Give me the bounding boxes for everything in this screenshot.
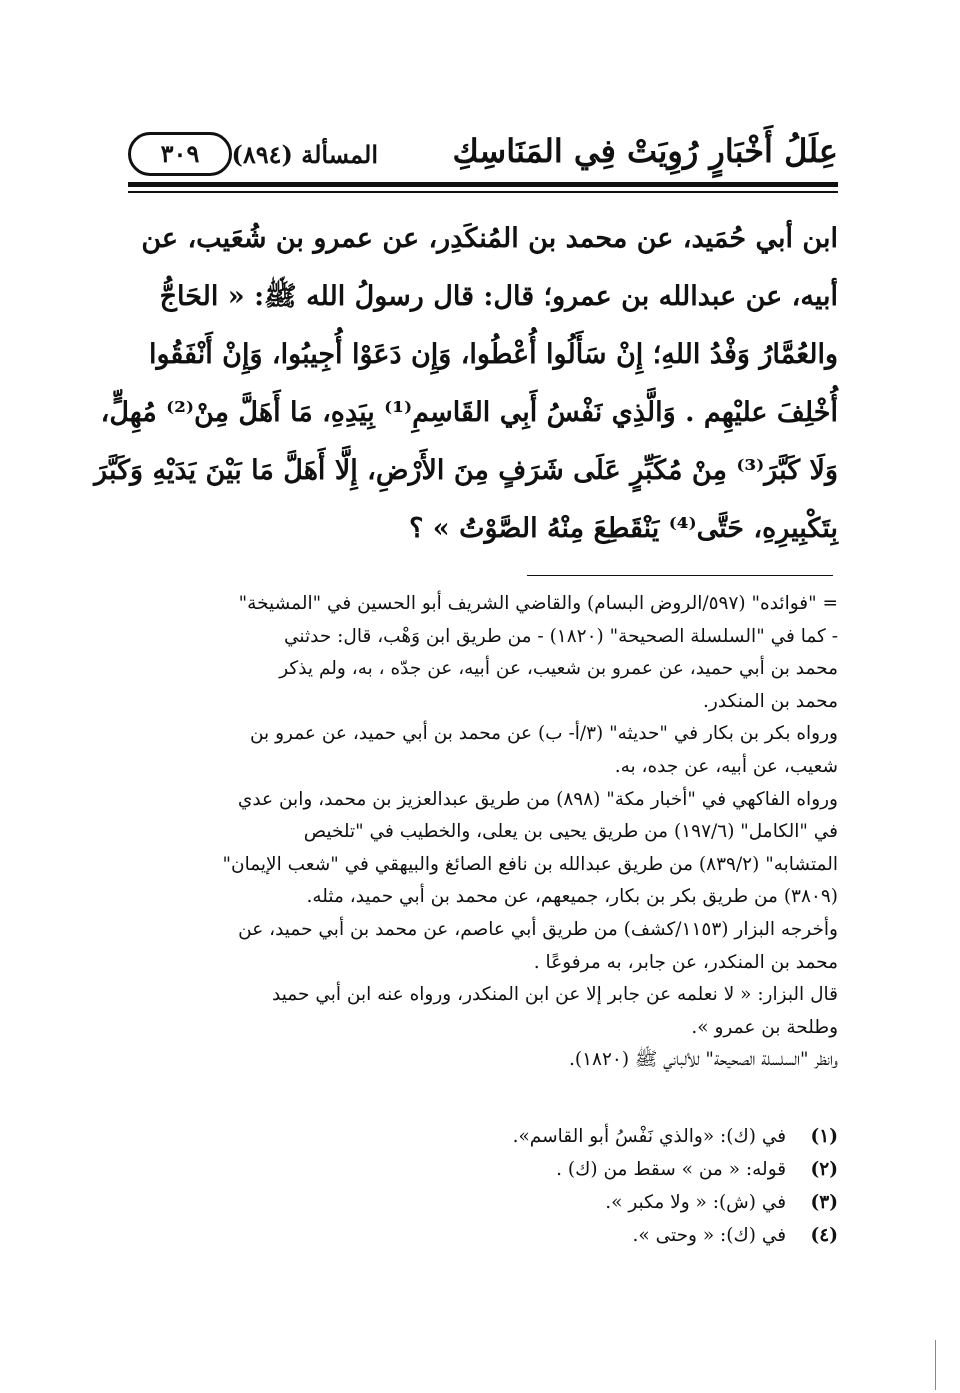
main-line: وَلَا كَبَّرَ⁽³⁾ مِنْ مُكَبِّرٍ عَلَى شَرَفٍ مِنَ الأَرْضِ، إِلَّا أَهَلَّ مَا بَيْنَ يَدَيْهِ وَكَبَّرَ: [94, 455, 838, 486]
footnote-number: (٤): [810, 1225, 838, 1246]
note-line: وأخرجه البزار (١١٥٣/كشف) من طريق أبي عاصم، عن محمد بن أبي حميد، عن: [238, 918, 838, 940]
footnote-text: في (ش): « ولا مكبر ».: [605, 1192, 787, 1213]
page-header: [128, 128, 838, 180]
commentary-notes: [120, 588, 838, 1077]
footnote-text: قوله: « من » سقط من (ك) .: [556, 1159, 787, 1180]
footnote-number: (١): [810, 1126, 838, 1147]
footnote-number: (٢): [810, 1159, 838, 1180]
note-line: ورواه بكر بن بكار في "حديثه" (٣/أ- ب) عن محمد بن أبي حميد، عن عمرو بن: [249, 723, 838, 745]
footnote-text: في (ك): «والذي نَفْسُ أبو القاسم».: [512, 1126, 787, 1147]
footnote-number: (٣): [810, 1192, 838, 1213]
running-title: عِلَلُ أَخْبَارٍ رُوِيَتْ فِي المَنَاسِكِ: [452, 132, 838, 170]
footnote-separator: [527, 575, 833, 576]
note-line: - كما في "السلسلة الصحيحة" (١٨٢٠) - من طريق ابن وَهْب، قال: حدثني: [284, 625, 838, 647]
note-line: قال البزار: « لا نعلمه عن جابر إلا عن ابن المنكدر، ورواه عنه ابن أبي حميد: [272, 984, 838, 1006]
page-number: ٣٠٩: [128, 132, 232, 176]
footnote-item: [400, 1219, 838, 1252]
footnote-item: [400, 1153, 838, 1186]
scan-edge-mark: [935, 1340, 936, 1390]
header-rule-thick: [128, 182, 838, 187]
footnote-item: [400, 1186, 838, 1219]
main-line: أبيه، عن عبدالله بن عمرو؛ قال: قال رسولُ الله ﷺ: « الحَاجُّ: [159, 281, 838, 312]
note-line: شعيب، عن أبيه، عن جده، به.: [614, 755, 838, 777]
main-line: ابن أبي حُمَيد، عن محمد بن المُنكَدِر، عن عمرو بن شُعَيب، عن: [141, 223, 838, 254]
note-line: في "الكامل" (١٩٧/٦) من طريق يحيى بن يعلى، والخطيب في "تلخيص: [303, 821, 838, 843]
note-line: محمد بن المنكدر.: [702, 690, 838, 712]
note-line: = "فوائده" (٥٩٧/الروض البسام) والقاضي الشريف أبو الحسين في "المشيخة": [238, 593, 838, 614]
main-line: أُخْلِفَ عليْهِم . وَالَّذِي نَفْسُ أَبِي القَاسِمِ⁽¹⁾ بِيَدِهِ، مَا أَهَلَّ مِنْ⁽²⁾ مُهِلٍّ،: [100, 397, 838, 428]
note-line: محمد بن أبي حميد، عن عمرو بن شعيب، عن أبيه، عن جدّه ، به، ولم يذكر: [279, 658, 838, 680]
main-text: [94, 210, 838, 558]
footnote-text: في (ك): « وحتى ».: [632, 1225, 787, 1246]
note-line: محمد بن المنكدر، عن جابر، به مرفوعًا .: [533, 951, 838, 973]
footnotes: [400, 1120, 838, 1252]
footnote-item: [400, 1120, 838, 1153]
main-line: والعُمَّارُ وَفْدُ اللهِ؛ إِنْ سَأَلُوا أُعْطُوا، وَإِن دَعَوْا أُجِيبُوا، وَإِنْ أَنْفَقُوا: [148, 339, 838, 370]
note-line: وانظر "السلسلة الصحيحة" للألباني ﷺ (١٨٢٠).: [569, 1049, 838, 1071]
issue-number: المسألة (٨٩٤): [231, 140, 378, 169]
note-line: ورواه الفاكهي في "أخبار مكة" (٨٩٨) من طريق عبدالعزيز بن محمد، وابن عدي: [237, 788, 838, 810]
header-rule-thin: [128, 191, 838, 193]
note-line: المتشابه" (٨٣٩/٢) من طريق عبدالله بن نافع الصائغ والبيهقي في "شعب الإيمان": [222, 853, 838, 875]
note-line: (٣٨٠٩) من طريق بكر بن بكار، جميعهم، عن محمد بن أبي حميد، مثله.: [306, 886, 838, 908]
main-line: بِتَكْبِيرِهِ، حَتَّى⁽⁴⁾ يَنْقَطِعَ مِنْهُ الصَّوْتُ » ؟: [409, 513, 838, 544]
note-line: وطلحة بن عمرو ».: [691, 1016, 838, 1038]
